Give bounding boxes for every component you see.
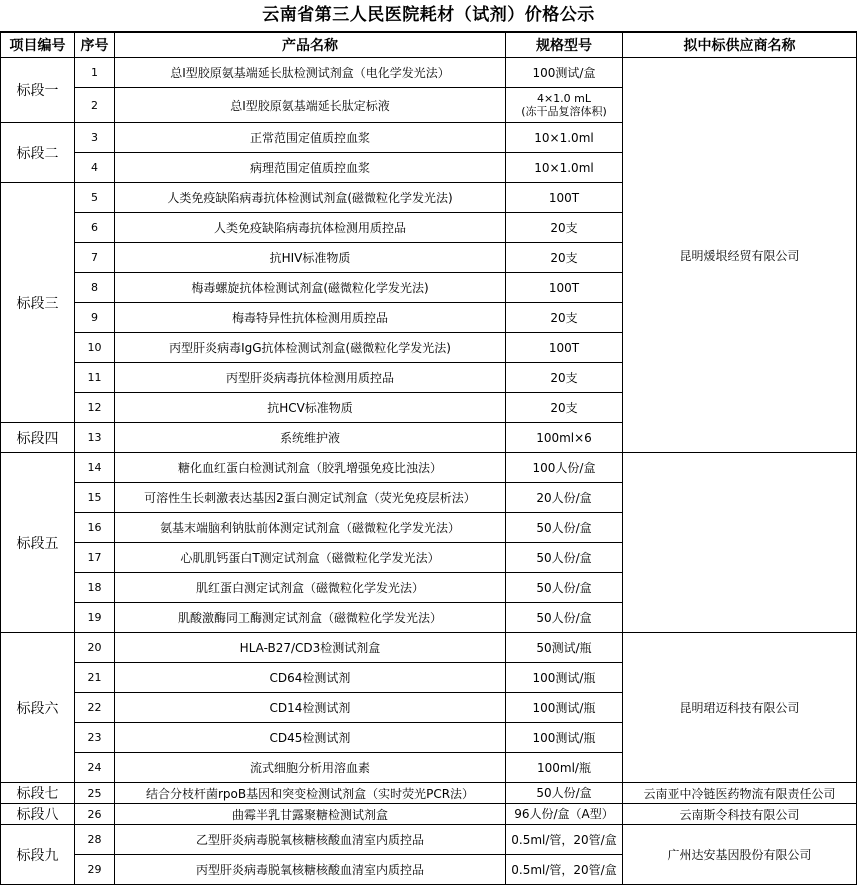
table-row — [1, 633, 857, 663]
segment-cell: 标段六 — [1, 633, 75, 783]
product-name: 乙型肝炎病毒脱氧核糖核酸血清室内质控品 — [115, 825, 506, 855]
supplier-cell: 昆明煖垠经贸有限公司 — [623, 58, 857, 453]
table-row — [1, 58, 857, 88]
table-row — [1, 783, 857, 804]
product-name: 肌酸激酶同工酶测定试剂盒（磁微粒化学发光法） — [115, 603, 506, 633]
row-index: 26 — [75, 804, 115, 825]
product-name: 总Ⅰ型胶原氨基端延长肽检测试剂盒（电化学发光法） — [115, 58, 506, 88]
row-index: 9 — [75, 303, 115, 333]
row-index: 22 — [75, 693, 115, 723]
spec-cell: 100测试/盒 — [506, 58, 623, 88]
price-table — [0, 32, 857, 885]
header-spec: 规格型号 — [506, 33, 623, 58]
segment-cell: 标段一 — [1, 58, 75, 123]
supplier-cell: 云南亚中冷链医药物流有限责任公司 — [623, 783, 857, 804]
row-index: 19 — [75, 603, 115, 633]
product-name: 肌红蛋白测定试剂盒（磁微粒化学发光法） — [115, 573, 506, 603]
row-index: 24 — [75, 753, 115, 783]
row-index: 4 — [75, 153, 115, 183]
segment-cell: 标段七 — [1, 783, 75, 804]
product-name: 丙型肝炎病毒IgG抗体检测试剂盒(磁微粒化学发光法) — [115, 333, 506, 363]
spec-cell: 96人份/盒（A型） — [506, 804, 623, 825]
row-index: 21 — [75, 663, 115, 693]
row-index: 3 — [75, 123, 115, 153]
product-name: 丙型肝炎病毒脱氧核糖核酸血清室内质控品 — [115, 855, 506, 885]
spec-cell: 100人份/盒 — [506, 453, 623, 483]
segment-cell: 标段九 — [1, 825, 75, 885]
spec-cell: 20支 — [506, 393, 623, 423]
product-name: 糖化血红蛋白检测试剂盒（胶乳增强免疫比浊法） — [115, 453, 506, 483]
table-row — [1, 453, 857, 483]
table-row — [1, 804, 857, 825]
product-name: 抗HIV标准物质 — [115, 243, 506, 273]
product-name: 系统维护液 — [115, 423, 506, 453]
product-name: 人类免疫缺陷病毒抗体检测试剂盒(磁微粒化学发光法) — [115, 183, 506, 213]
spec-cell: 20人份/盒 — [506, 483, 623, 513]
spec-cell: 20支 — [506, 243, 623, 273]
row-index: 28 — [75, 825, 115, 855]
segment-cell: 标段五 — [1, 453, 75, 633]
spec-cell: 100测试/瓶 — [506, 693, 623, 723]
spec-cell: 0.5ml/管，20管/盒 — [506, 855, 623, 885]
spec-cell: 50人份/盒 — [506, 543, 623, 573]
spec-cell: 20支 — [506, 363, 623, 393]
product-name: CD64检测试剂 — [115, 663, 506, 693]
spec-line: 4×1.0 mL — [536, 92, 592, 105]
row-index: 23 — [75, 723, 115, 753]
row-index: 29 — [75, 855, 115, 885]
row-index: 15 — [75, 483, 115, 513]
spec-cell: 50测试/瓶 — [506, 633, 623, 663]
spec-cell: 10×1.0ml — [506, 153, 623, 183]
row-index: 17 — [75, 543, 115, 573]
header-index: 序号 — [75, 33, 115, 58]
product-name: 人类免疫缺陷病毒抗体检测用质控品 — [115, 213, 506, 243]
product-name: 曲霉半乳甘露聚糖检测试剂盒 — [115, 804, 506, 825]
row-index: 12 — [75, 393, 115, 423]
spec-cell: 50人份/盒 — [506, 573, 623, 603]
row-index: 16 — [75, 513, 115, 543]
row-index: 10 — [75, 333, 115, 363]
supplier-cell: 云南斯令科技有限公司 — [623, 804, 857, 825]
segment-cell: 标段八 — [1, 804, 75, 825]
spec-cell: 100测试/瓶 — [506, 663, 623, 693]
row-index: 25 — [75, 783, 115, 804]
row-index: 8 — [75, 273, 115, 303]
product-name: 流式细胞分析用溶血素 — [115, 753, 506, 783]
table-row — [1, 825, 857, 855]
row-index: 14 — [75, 453, 115, 483]
spec-cell: 10×1.0ml — [506, 123, 623, 153]
row-index: 7 — [75, 243, 115, 273]
supplier-cell: 昆明珺迈科技有限公司 — [623, 633, 857, 783]
spec-cell: 50人份/盒 — [506, 603, 623, 633]
row-index: 20 — [75, 633, 115, 663]
row-index: 2 — [75, 88, 115, 123]
spec-cell: 100T — [506, 183, 623, 213]
row-index: 6 — [75, 213, 115, 243]
spec-cell: 50人份/盒 — [506, 783, 623, 804]
product-name: 病理范围定值质控血浆 — [115, 153, 506, 183]
spec-cell: 100测试/瓶 — [506, 723, 623, 753]
spec-cell — [506, 88, 623, 123]
segment-cell: 标段四 — [1, 423, 75, 453]
row-index: 1 — [75, 58, 115, 88]
spec-cell: 100ml/瓶 — [506, 753, 623, 783]
spec-cell: 50人份/盒 — [506, 513, 623, 543]
row-index: 18 — [75, 573, 115, 603]
product-name: 梅毒特异性抗体检测用质控品 — [115, 303, 506, 333]
spec-cell: 100T — [506, 333, 623, 363]
header-product: 产品名称 — [115, 33, 506, 58]
spec-cell: 20支 — [506, 303, 623, 333]
spec-cell: 100ml×6 — [506, 423, 623, 453]
product-name: CD14检测试剂 — [115, 693, 506, 723]
product-name: 丙型肝炎病毒抗体检测用质控品 — [115, 363, 506, 393]
page-title: 云南省第三人民医院耗材（试剂）价格公示 — [0, 0, 857, 32]
supplier-cell — [623, 453, 857, 633]
product-name: 氨基末端脑利钠肽前体测定试剂盒（磁微粒化学发光法） — [115, 513, 506, 543]
spec-line: (冻干品复溶体积) — [521, 105, 607, 118]
spec-cell: 20支 — [506, 213, 623, 243]
product-name: CD45检测试剂 — [115, 723, 506, 753]
supplier-cell: 广州达安基因股份有限公司 — [623, 825, 857, 885]
row-index: 13 — [75, 423, 115, 453]
spec-cell: 0.5ml/管，20管/盒 — [506, 825, 623, 855]
row-index: 5 — [75, 183, 115, 213]
product-name: 梅毒螺旋抗体检测试剂盒(磁微粒化学发光法) — [115, 273, 506, 303]
product-name: 抗HCV标准物质 — [115, 393, 506, 423]
row-index: 11 — [75, 363, 115, 393]
spec-cell: 100T — [506, 273, 623, 303]
product-name: 正常范围定值质控血浆 — [115, 123, 506, 153]
product-name: 总Ⅰ型胶原氨基端延长肽定标液 — [115, 88, 506, 123]
header-row — [1, 33, 857, 58]
product-name: 心肌肌钙蛋白T测定试剂盒（磁微粒化学发光法） — [115, 543, 506, 573]
segment-cell: 标段二 — [1, 123, 75, 183]
segment-cell: 标段三 — [1, 183, 75, 423]
header-segment: 项目编号 — [1, 33, 75, 58]
product-name: 可溶性生长刺激表达基因2蛋白测定试剂盒（荧光免疫层析法） — [115, 483, 506, 513]
product-name: HLA-B27/CD3检测试剂盒 — [115, 633, 506, 663]
product-name: 结合分枝杆菌rpoB基因和突变检测试剂盒（实时荧光PCR法） — [115, 783, 506, 804]
header-supplier: 拟中标供应商名称 — [623, 33, 857, 58]
